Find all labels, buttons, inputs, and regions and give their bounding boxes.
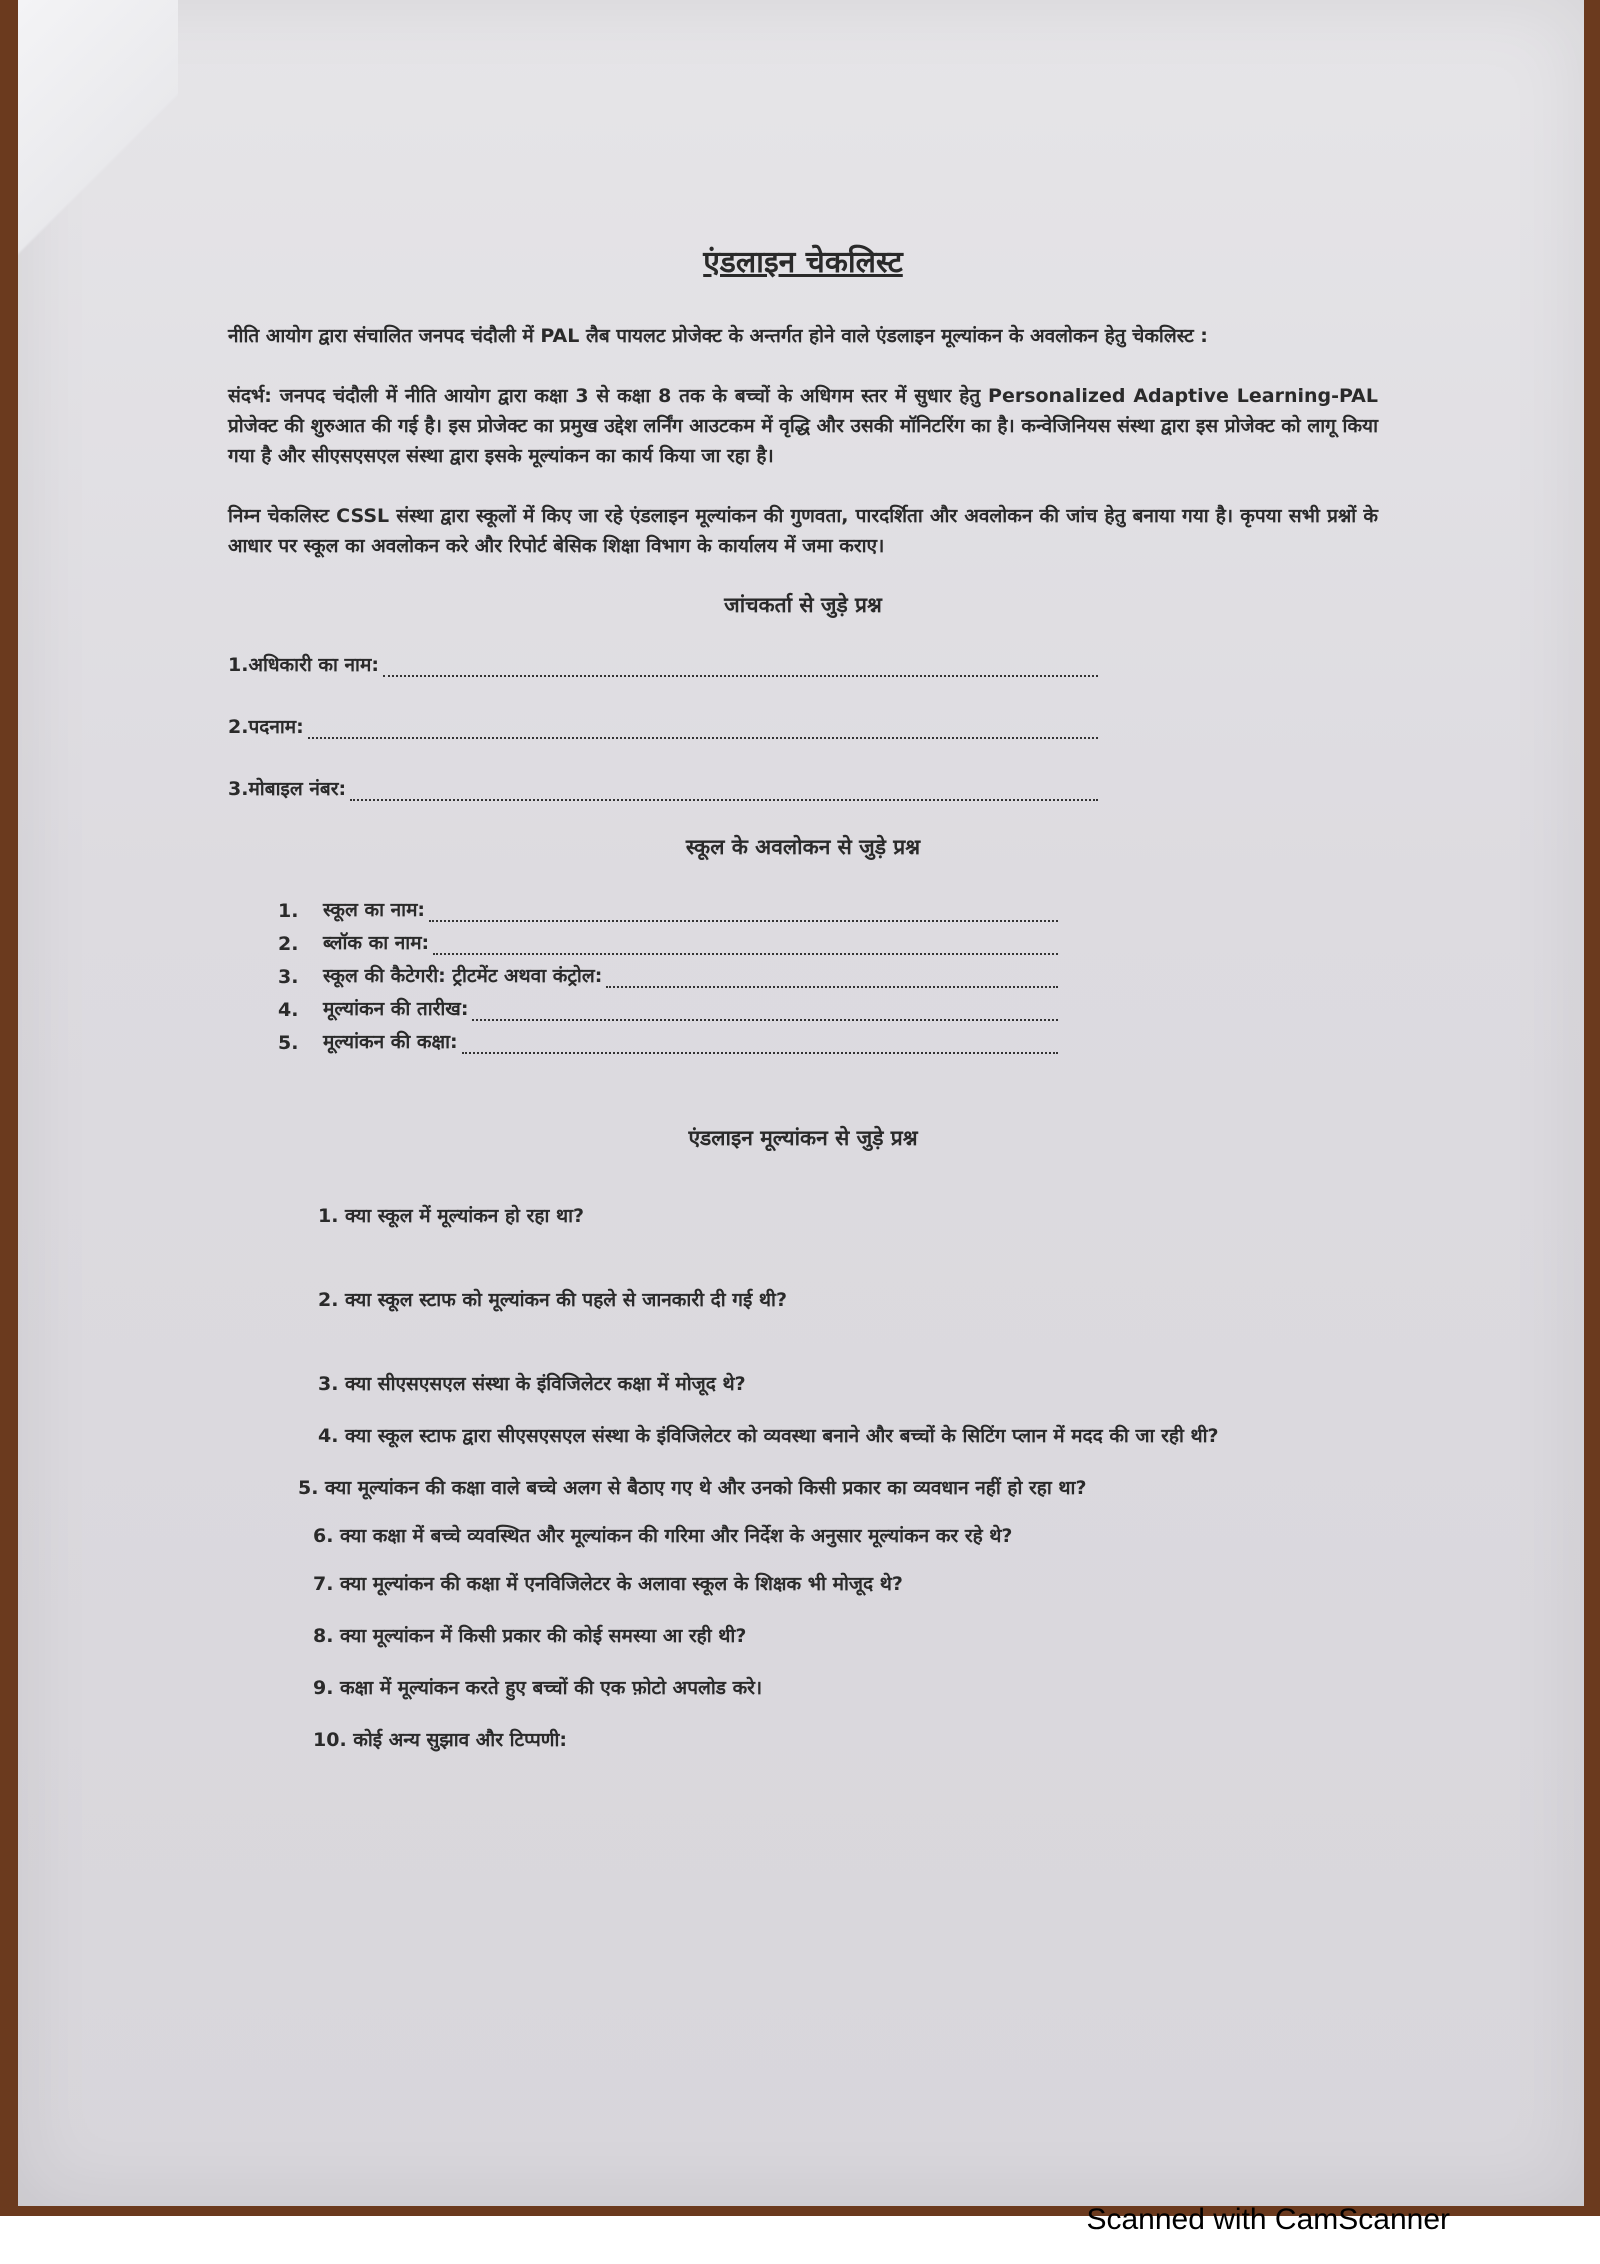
camscanner-watermark: Scanned with CamScanner xyxy=(1086,2203,1450,2236)
list-number: 3. xyxy=(278,966,299,988)
list-number: 4. xyxy=(278,999,299,1021)
officer-name-field[interactable] xyxy=(228,647,1098,677)
field-label: स्कूल का नाम: xyxy=(323,899,426,921)
inspector-section-heading: जांचकर्ता से जुड़े प्रश्न xyxy=(724,593,882,617)
context-paragraph: संदर्भ: जनपद चंदौली में नीति आयोग द्वारा कक्षा 3 से कक्षा 8 तक के बच्चों के अधिगम स्तर में सुधार हेतु Personalized Adaptive Learning-PAL प्रोजेक्ट की शुरुआत की गई है। इस प्रोजेक्ट का प्रमुख उद्देश लर्निंग आउटकम में वृद्धि और उसकी मॉनिटरिंग का है। कन्वेजिनियस संस्था द्वारा इस प्रोजेक्ट को लागू किया गया है और सीएसएसएल संस्था द्वारा इसके मूल्यांकन का कार्य किया जा रहा है। xyxy=(228,385,1378,467)
field-blank-line xyxy=(429,902,1058,922)
evaluation-date-field[interactable] xyxy=(278,988,1058,1021)
document-title: एंडलाइन चेकलिस्ट xyxy=(703,245,903,280)
folded-corner xyxy=(18,0,178,260)
list-number: 5. xyxy=(278,1032,299,1054)
school-fields-list xyxy=(278,889,1058,1054)
checklist-document xyxy=(228,240,1378,1754)
intro-paragraph: नीति आयोग द्वारा संचालित जनपद चंदौली में PAL लैब पायलट प्रोजेक्ट के अन्तर्गत होने वाले एंडलाइन मूल्यांकन के अवलोकन हेतु चेकलिस्ट : xyxy=(228,325,1208,347)
question-3: 3. क्या सीएसएसएल संस्था के इंविजिलेटर कक्षा में मोजूद थे? xyxy=(318,1373,746,1395)
evaluation-section-heading: एंडलाइन मूल्यांकन से जुड़े प्रश्न xyxy=(688,1126,918,1150)
question-10: 10. कोई अन्य सुझाव और टिप्पणी: xyxy=(313,1729,568,1751)
field-label: ब्लॉक का नाम: xyxy=(323,932,430,954)
field-label: 1.अधिकारी का नाम: xyxy=(228,654,379,676)
field-blank-line xyxy=(606,968,1058,988)
evaluation-class-field[interactable] xyxy=(278,1021,1058,1054)
question-5: 5. क्या मूल्यांकन की कक्षा वाले बच्चे अलग से बैठाए गए थे और उनको किसी प्रकार का व्यवधान नहीं हो रहा था? xyxy=(298,1477,1087,1499)
designation-field[interactable] xyxy=(228,709,1098,739)
field-label: 3.मोबाइल नंबर: xyxy=(228,778,347,800)
field-label: 2.पदनाम: xyxy=(228,716,304,738)
field-blank-line xyxy=(383,655,1098,677)
field-label: मूल्यांकन की तारीख: xyxy=(323,998,469,1020)
mobile-number-field[interactable] xyxy=(228,771,1098,801)
field-blank-line xyxy=(472,1001,1058,1021)
question-7: 7. क्या मूल्यांकन की कक्षा में एनविजिलेटर के अलावा स्कूल के शिक्षक भी मोजूद थे? xyxy=(313,1573,903,1595)
field-label: मूल्यांकन की कक्षा: xyxy=(323,1031,458,1053)
question-1: 1. क्या स्कूल में मूल्यांकन हो रहा था? xyxy=(318,1205,585,1227)
list-number: 2. xyxy=(278,933,299,955)
list-number: 1. xyxy=(278,900,299,922)
field-blank-line xyxy=(462,1034,1058,1054)
question-9: 9. कक्षा में मूल्यांकन करते हुए बच्चों की एक फ़ोटो अपलोड करे। xyxy=(313,1677,763,1699)
question-8: 8. क्या मूल्यांकन में किसी प्रकार की कोई समस्या आ रही थी? xyxy=(313,1625,747,1647)
question-4: 4. क्या स्कूल स्टाफ द्वारा सीएसएसएल संस्था के इंविजिलेटर को व्यवस्था बनाने और बच्चों के सिटिंग प्लान में मदद की जा रही थी? xyxy=(318,1425,1219,1447)
school-name-field[interactable] xyxy=(278,889,1058,922)
question-6: 6. क्या कक्षा में बच्चे व्यवस्थित और मूल्यांकन की गरिमा और निर्देश के अनुसार मूल्यांकन कर रहे थे? xyxy=(313,1525,1013,1547)
school-category-field[interactable] xyxy=(278,955,1058,988)
field-blank-line xyxy=(433,935,1058,955)
question-2: 2. क्या स्कूल स्टाफ को मूल्यांकन की पहले से जानकारी दी गई थी? xyxy=(318,1289,787,1311)
school-section-heading: स्कूल के अवलोकन से जुड़े प्रश्न xyxy=(685,835,921,859)
instructions-paragraph: निम्न चेकलिस्ट CSSL संस्था द्वारा स्कूलों में किए जा रहे एंडलाइन मूल्यांकन की गुणवता, पारदर्शिता और अवलोकन की जांच हेतु बनाया गया है। कृपया सभी प्रश्नों के आधार पर स्कूल का अवलोकन करे और रिपोर्ट बेसिक शिक्षा विभाग के कार्यालय में जमा कराए। xyxy=(228,505,1378,557)
block-name-field[interactable] xyxy=(278,922,1058,955)
field-label: स्कूल की कैटेगरी: ट्रीटमेंट अथवा कंट्रोल: xyxy=(323,965,603,987)
field-blank-line xyxy=(308,717,1098,739)
field-blank-line xyxy=(350,779,1098,801)
